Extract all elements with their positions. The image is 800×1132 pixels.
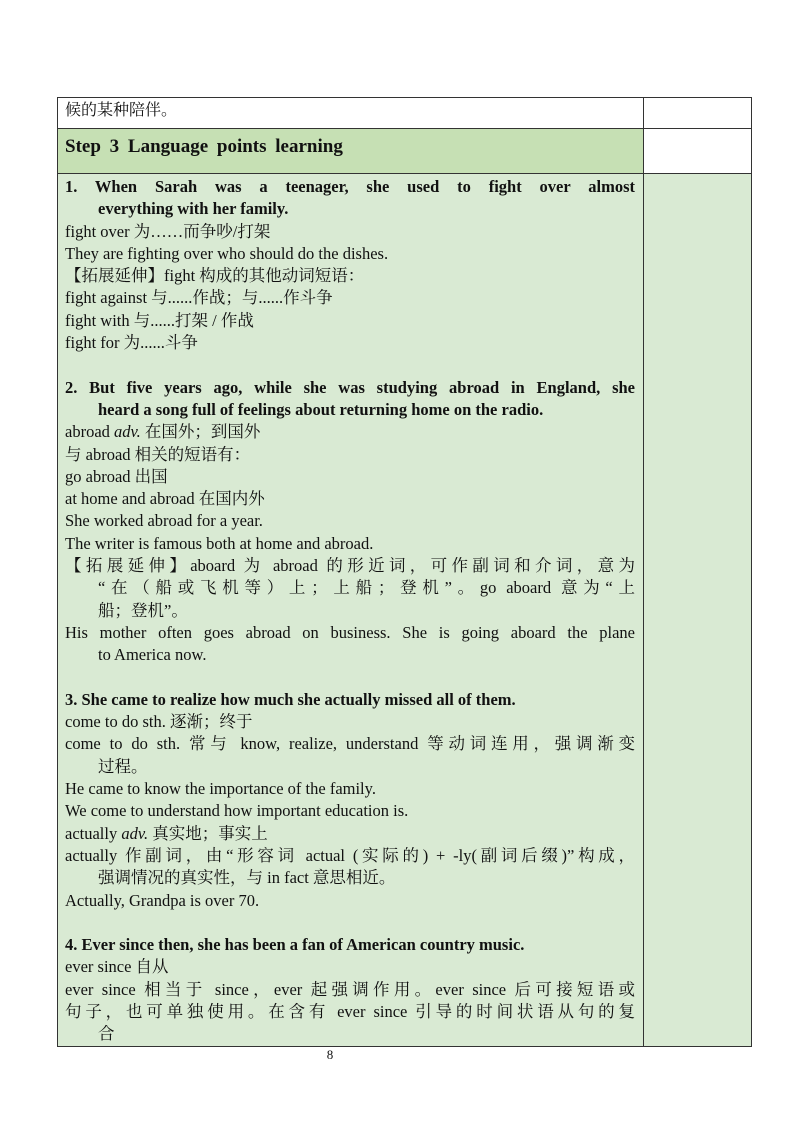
content-line: 合 [98, 1024, 115, 1044]
language-points-row [58, 174, 752, 1047]
step-title: Step 3 Language points learning [58, 129, 644, 174]
blank-line [65, 912, 635, 934]
content-line: The writer is famous both at home and abroad. [65, 533, 374, 553]
step-header-row [58, 129, 752, 174]
content-line: fight over 为……而争吵/打架 [65, 221, 271, 241]
content-line: abroad adv. 在国外；到国外 [65, 422, 261, 442]
content-line: ever since 自从 [65, 957, 169, 977]
content-line: 船；登机”。 [98, 600, 188, 620]
language-points-content [58, 174, 644, 1047]
content-line: go abroad 出国 [65, 466, 168, 486]
content-line: She worked abroad for a year. [65, 511, 263, 531]
notes-cell [644, 98, 752, 129]
content-line: to America now. [98, 645, 207, 665]
blank-line [65, 667, 635, 689]
continuation-cell: 候的某种陪伴。 [58, 98, 644, 129]
content-lines [65, 176, 635, 1046]
continuation-row [58, 98, 752, 129]
blank-line [65, 354, 635, 376]
content-line: They are fighting over who should do the dishes. [65, 243, 389, 263]
content-line: 强调情况的真实性，与 in fact 意思相近。 [98, 868, 396, 888]
content-line: His mother often goes abroad on business. She is going aboard the plane [65, 622, 635, 642]
content-line: 过程。 [98, 756, 148, 776]
lesson-table [57, 97, 752, 1047]
page-number: 8 [326, 1047, 334, 1062]
content-line: actually 作副词，由“形容词 actual (实际的) + -ly(副词后缀)”构成， [65, 845, 635, 865]
content-line: 【拓展延伸】aboard 为 abroad 的形近词，可作副词和介词，意为 [65, 556, 635, 576]
content-line: 2. But five years ago, while she was studying abroad in England, she [65, 377, 635, 397]
content-line: come to do sth. 常与 know, realize, understand 等动词连用，强调渐变 [65, 734, 635, 754]
content-line: at home and abroad 在国内外 [65, 489, 265, 509]
content-line: 3. She came to realize how much she actually missed all of them. [65, 689, 516, 709]
language-points-notes [644, 174, 752, 1047]
step-notes-cell [644, 129, 752, 174]
content-line: He came to know the importance of the family. [65, 779, 376, 799]
content-line: 4. Ever since then, she has been a fan of American country music. [65, 935, 525, 955]
content-line: 【拓展延伸】fight 构成的其他动词短语： [65, 266, 365, 286]
content-line: everything with her family. [98, 199, 289, 219]
content-line: fight with 与......打架 / 作战 [65, 310, 254, 330]
content-line: 句子，也可单独使用。在含有 ever since 引导的时间状语从句的复 [65, 1001, 635, 1021]
content-line: heard a song full of feelings about returning home on the radio. [98, 399, 544, 419]
content-line: 与 abroad 相关的短语有： [65, 444, 251, 464]
content-line: actually adv. 真实地；事实上 [65, 823, 268, 843]
content-line: ever since 相当于 since，ever 起强调作用。ever since 后可接短语或 [65, 979, 635, 999]
content-line: We come to understand how important education is. [65, 801, 409, 821]
content-line: come to do sth. 逐渐；终于 [65, 712, 253, 732]
content-line: “在（船或飞机等）上；上船；登机”。go aboard 意为“上 [98, 578, 635, 598]
content-line: Actually, Grandpa is over 70. [65, 890, 260, 910]
content-line: fight against 与......作战；与......作斗争 [65, 288, 333, 308]
content-line: 1. When Sarah was a teenager, she used to fight over almost [65, 177, 635, 196]
content-line: fight for 为......斗争 [65, 333, 198, 353]
